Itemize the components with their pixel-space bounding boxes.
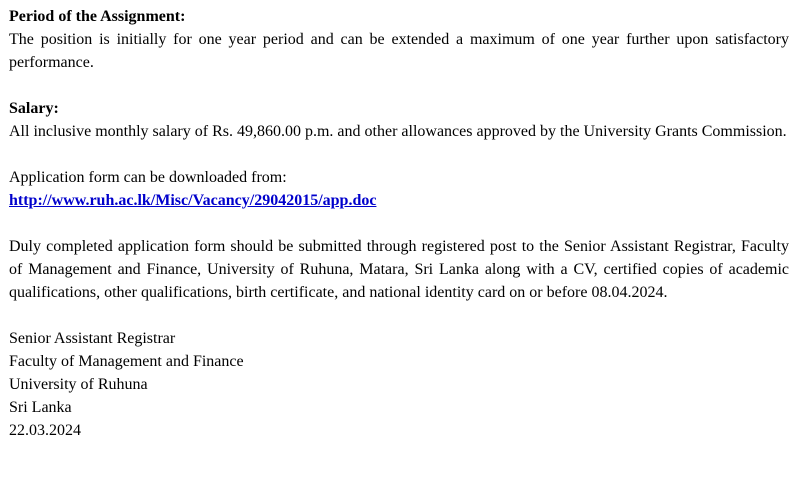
signature-block (9, 327, 789, 442)
signature-date: 22.03.2024 (9, 422, 81, 439)
submission-section (9, 235, 789, 304)
signature-university: University of Ruhuna (9, 376, 148, 393)
salary-text: All inclusive monthly salary of Rs. 49,860.00 p.m. and other allowances approved by the University Grants Commission. (9, 123, 787, 140)
signature-country: Sri Lanka (9, 399, 72, 416)
spacer (9, 143, 789, 166)
submission-text: Duly completed application form should be submitted through registered post to the Senior Assistant Registrar, Faculty of Management and Finance, University of Ruhuna, Matara, Sri Lanka along with a CV, certified copies of academic qualifications, other qualifications, birth certificate, and national identity card on or before 08.04.2024. (9, 238, 789, 301)
period-section (9, 5, 789, 74)
salary-heading: Salary: (9, 100, 59, 117)
signature-faculty: Faculty of Management and Finance (9, 353, 244, 370)
application-section (9, 166, 789, 212)
salary-section (9, 97, 789, 143)
period-heading: Period of the Assignment: (9, 8, 186, 25)
period-text: The position is initially for one year period and can be extended a maximum of one year further upon satisfactory performance. (9, 31, 789, 71)
application-form-link[interactable]: http://www.ruh.ac.lk/Misc/Vacancy/29042015/app.doc (9, 192, 377, 209)
spacer (9, 304, 789, 327)
spacer (9, 74, 789, 97)
spacer (9, 212, 789, 235)
application-intro: Application form can be downloaded from: (9, 169, 287, 186)
signature-title: Senior Assistant Registrar (9, 330, 176, 347)
